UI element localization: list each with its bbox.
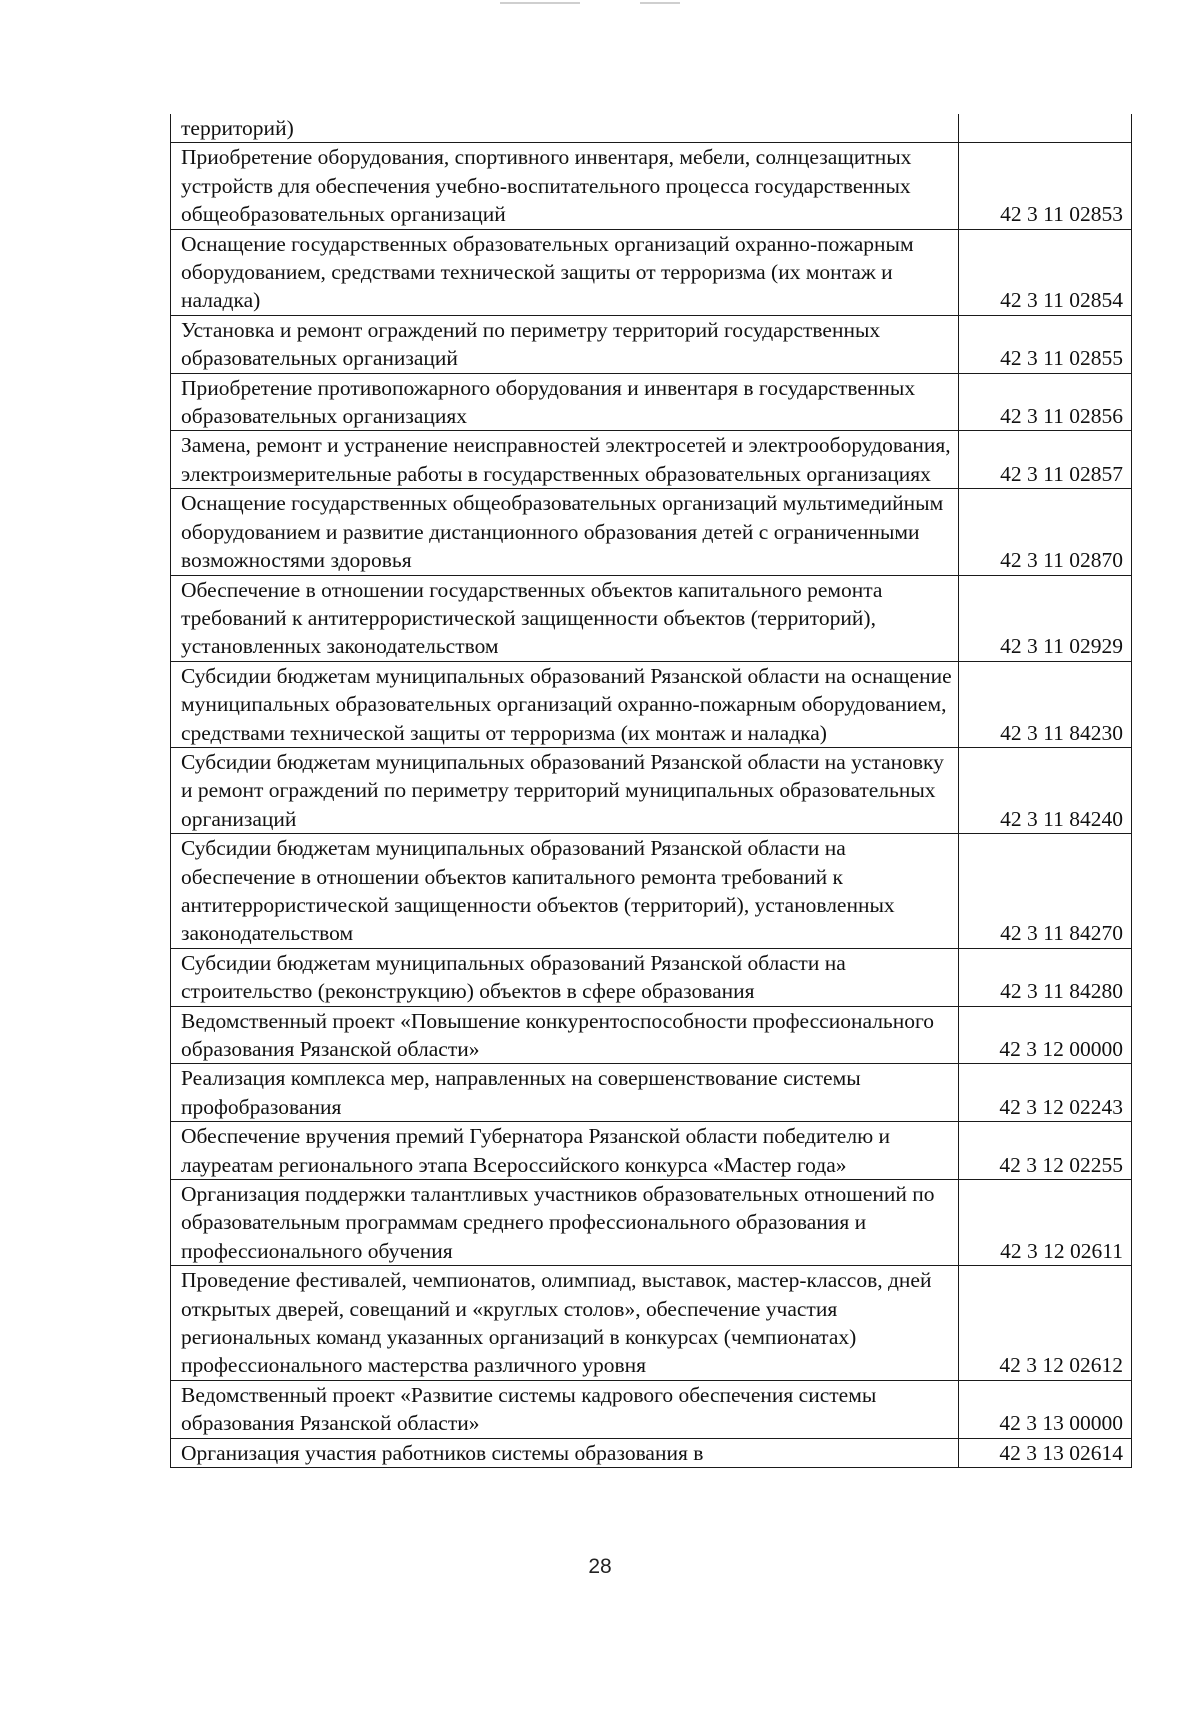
budget-classification-table (170, 114, 1132, 1468)
table-row (171, 315, 1132, 373)
target-article-code: 42 3 12 00000 (959, 1006, 1132, 1064)
expense-item-name: Проведение фестивалей, чемпионатов, олимпиад, выставок, мастер-классов, дней открытых дверей, совещаний и «круглых столов», обеспечение участия региональных команд указанных организаций в конкурсах (чемпионатах) профессионального мастерства различного уровня (171, 1266, 959, 1381)
target-article-code: 42 3 11 84270 (959, 834, 1132, 949)
expense-item-name: Замена, ремонт и устранение неисправностей электросетей и электрооборудования, электроизмерительные работы в государственных образовательных организациях (171, 431, 959, 489)
target-article-code: 42 3 11 02855 (959, 315, 1132, 373)
target-article-code: 42 3 12 02243 (959, 1064, 1132, 1122)
target-article-code (959, 114, 1132, 143)
scan-artifact (640, 2, 680, 4)
expense-item-name: Приобретение противопожарного оборудования и инвентаря в государственных образовательных организациях (171, 373, 959, 431)
target-article-code: 42 3 12 02611 (959, 1180, 1132, 1266)
expense-item-name: Обеспечение в отношении государственных объектов капитального ремонта требований к антитеррористической защищенности объектов (территорий), установленных законодательством (171, 575, 959, 661)
table-row (171, 1122, 1132, 1180)
target-article-code: 42 3 11 84230 (959, 661, 1132, 747)
expense-item-name: Субсидии бюджетам муниципальных образований Рязанской области на оснащение муниципальных образовательных организаций охранно-пожарным оборудованием, средствами технической защиты от терроризма (их монтаж и наладка) (171, 661, 959, 747)
target-article-code: 42 3 12 02612 (959, 1266, 1132, 1381)
expense-item-name: Субсидии бюджетам муниципальных образований Рязанской области на строительство (реконструкцию) объектов в сфере образования (171, 948, 959, 1006)
expense-item-name: Приобретение оборудования, спортивного инвентаря, мебели, солнцезащитных устройств для обеспечения учебно-воспитательного процесса государственных общеобразовательных организаций (171, 143, 959, 229)
table-row (171, 1266, 1132, 1381)
expense-item-name: Субсидии бюджетам муниципальных образований Рязанской области на установку и ремонт ограждений по периметру территорий муниципальных образовательных организаций (171, 747, 959, 833)
target-article-code: 42 3 11 02929 (959, 575, 1132, 661)
expense-item-name: Установка и ремонт ограждений по периметру территорий государственных образовательных организаций (171, 315, 959, 373)
expense-item-name: Реализация комплекса мер, направленных на совершенствование системы профобразования (171, 1064, 959, 1122)
table-row (171, 489, 1132, 575)
table-row (171, 1380, 1132, 1438)
target-article-code: 42 3 11 02856 (959, 373, 1132, 431)
target-article-code: 42 3 13 00000 (959, 1380, 1132, 1438)
expense-item-name: Оснащение государственных общеобразовательных организаций мультимедийным оборудованием и развитие дистанционного образования детей с ограниченными возможностями здоровья (171, 489, 959, 575)
expense-item-name: Оснащение государственных образовательных организаций охранно-пожарным оборудованием, средствами технической защиты от терроризма (их монтаж и наладка) (171, 229, 959, 315)
table-row (171, 431, 1132, 489)
expense-item-name: Организация поддержки талантливых участников образовательных отношений по образовательным программам среднего профессионального образования и профессионального обучения (171, 1180, 959, 1266)
table-row (171, 948, 1132, 1006)
target-article-code: 42 3 12 02255 (959, 1122, 1132, 1180)
expense-item-name: Организация участия работников системы образования в (171, 1438, 959, 1467)
scan-artifact (500, 2, 580, 4)
table-row (171, 1180, 1132, 1266)
expense-item-name: территорий) (171, 114, 959, 143)
table-row (171, 661, 1132, 747)
table-row (171, 747, 1132, 833)
table-row (171, 373, 1132, 431)
target-article-code: 42 3 11 02870 (959, 489, 1132, 575)
target-article-code: 42 3 13 02614 (959, 1438, 1132, 1467)
target-article-code: 42 3 11 02854 (959, 229, 1132, 315)
table-row (171, 575, 1132, 661)
table-row (171, 1006, 1132, 1064)
target-article-code: 42 3 11 02853 (959, 143, 1132, 229)
table-row (171, 114, 1132, 143)
table-body (171, 114, 1132, 1468)
target-article-code: 42 3 11 84280 (959, 948, 1132, 1006)
target-article-code: 42 3 11 84240 (959, 747, 1132, 833)
page-number: 28 (588, 1555, 612, 1578)
table-row (171, 1438, 1132, 1467)
table-row (171, 834, 1132, 949)
expense-item-name: Ведомственный проект «Повышение конкурентоспособности профессионального образования Рязанской области» (171, 1006, 959, 1064)
table-row (171, 229, 1132, 315)
target-article-code: 42 3 11 02857 (959, 431, 1132, 489)
table-row (171, 1064, 1132, 1122)
table-row (171, 143, 1132, 229)
expense-item-name: Обеспечение вручения премий Губернатора Рязанской области победителю и лауреатам регионального этапа Всероссийского конкурса «Мастер года» (171, 1122, 959, 1180)
expense-item-name: Субсидии бюджетам муниципальных образований Рязанской области на обеспечение в отношении объектов капитального ремонта требований к антитеррористической защищенности объектов (территорий), установленных законодательством (171, 834, 959, 949)
expense-item-name: Ведомственный проект «Развитие системы кадрового обеспечения системы образования Рязанской области» (171, 1380, 959, 1438)
